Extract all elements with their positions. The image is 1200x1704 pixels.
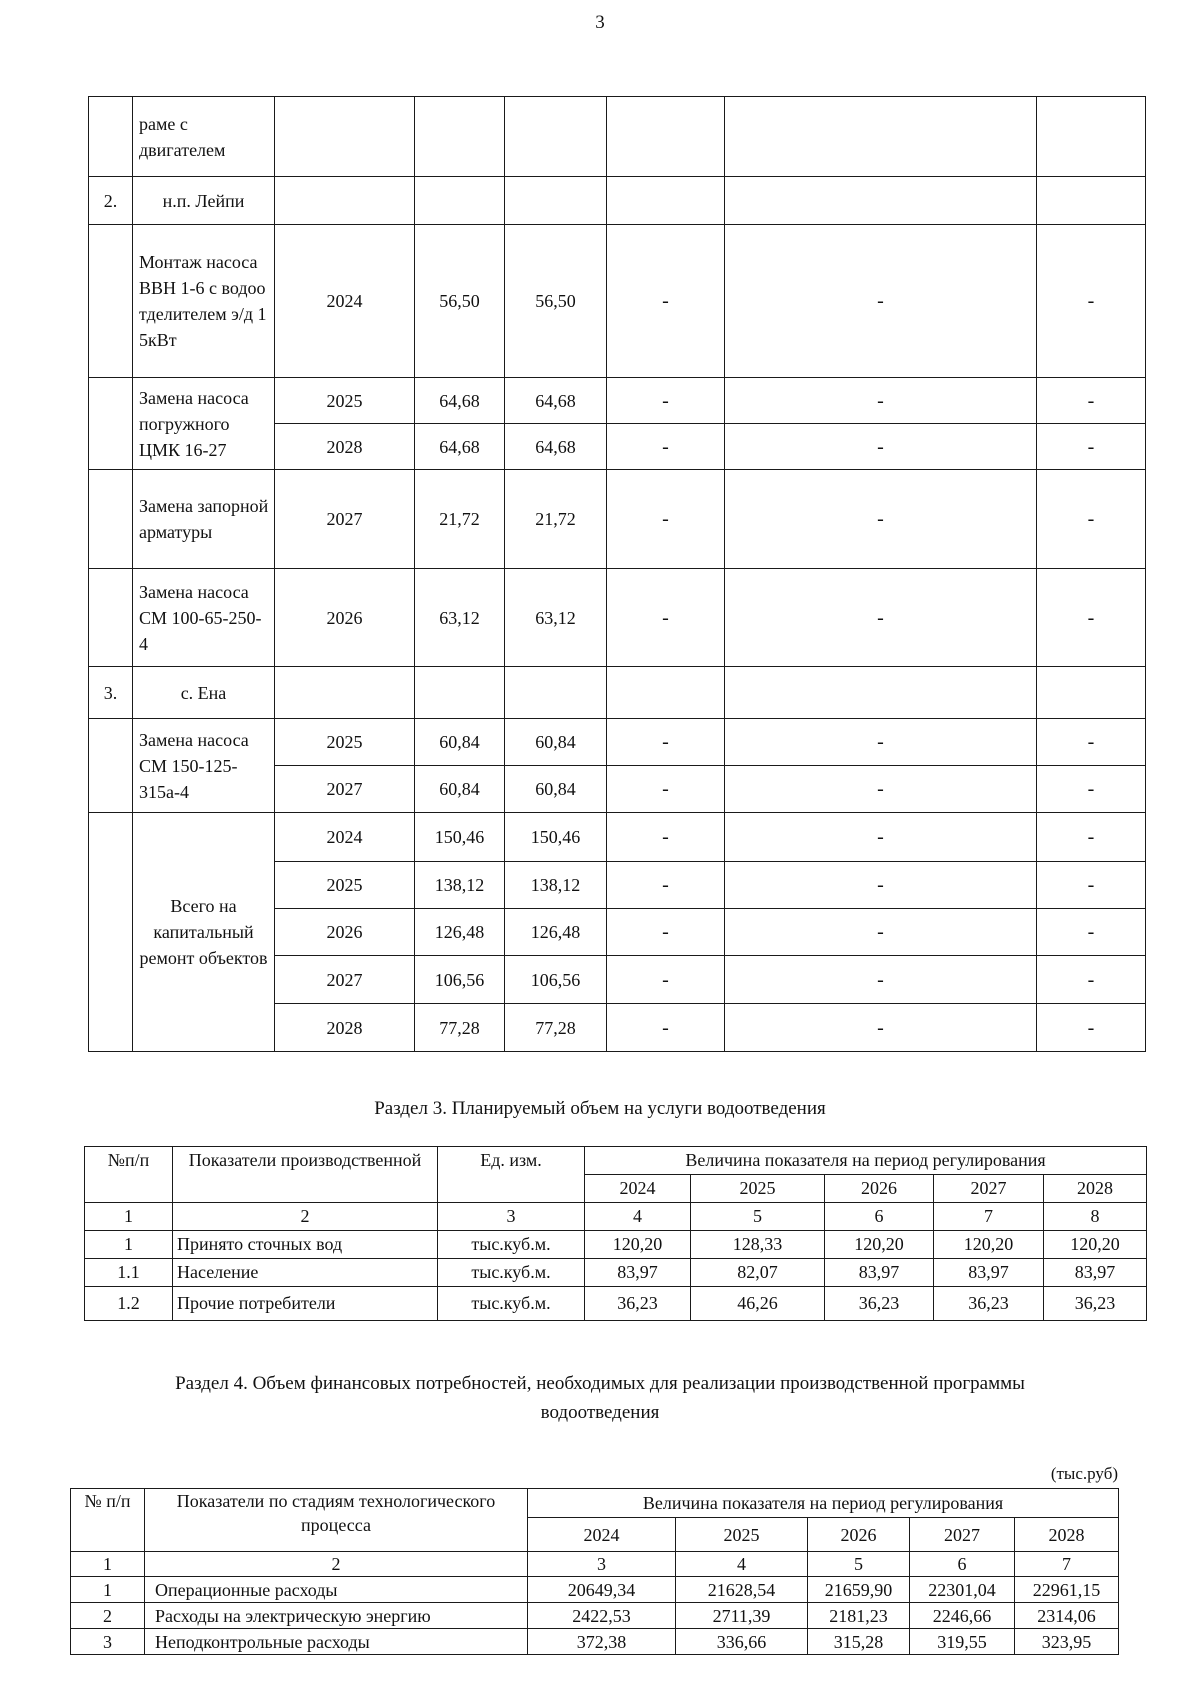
column-number: 3 <box>528 1552 676 1577</box>
group-row <box>89 667 1146 719</box>
value-cell: 36,23 <box>1044 1287 1147 1321</box>
dash-cell: - <box>607 424 725 470</box>
value-cell <box>505 97 607 177</box>
table-row <box>85 1259 1147 1287</box>
dash-cell: - <box>607 1004 725 1052</box>
value-cell <box>505 177 607 225</box>
section3-table <box>84 1146 1147 1321</box>
column-number: 2 <box>173 1203 438 1231</box>
column-number: 2 <box>145 1552 528 1577</box>
section4-title: Раздел 4. Объем финансовых потребностей, необходимых для реализации производственной программы <box>175 1373 1025 1394</box>
work-name: Замена насоса СМ 150-125-315а-4 <box>133 719 275 813</box>
dash-cell: - <box>607 719 725 766</box>
value-cell: 21,72 <box>505 470 607 569</box>
value-cell <box>505 667 607 719</box>
year-cell: 2025 <box>275 862 415 909</box>
dash-cell: - <box>725 424 1037 470</box>
header-year: 2028 <box>1044 1175 1147 1203</box>
value-cell: 46,26 <box>691 1287 825 1321</box>
row-number <box>89 719 133 813</box>
value-cell: 60,84 <box>415 766 505 813</box>
table-row <box>89 569 1146 667</box>
column-number: 4 <box>585 1203 691 1231</box>
header-period: Величина показателя на период регулирования <box>528 1489 1119 1518</box>
value-cell <box>415 97 505 177</box>
work-name: Замена насоса СМ 100-65-250-4 <box>133 569 275 667</box>
header-year: 2026 <box>825 1175 934 1203</box>
value-cell: 2181,23 <box>808 1603 910 1629</box>
value-cell: 372,38 <box>528 1629 676 1655</box>
value-cell: 22961,15 <box>1015 1577 1119 1603</box>
work-name: Монтаж насоса ВВН 1-6 с водоотделителем э/д 15кВт <box>133 225 275 378</box>
value-cell: 60,84 <box>415 719 505 766</box>
year-cell: 2028 <box>275 424 415 470</box>
value-cell: 120,20 <box>585 1231 691 1259</box>
dash-cell: - <box>1037 766 1146 813</box>
column-number-row <box>71 1552 1119 1577</box>
dash-cell: - <box>725 862 1037 909</box>
header-year: 2026 <box>808 1518 910 1552</box>
value-cell: 83,97 <box>585 1259 691 1287</box>
dash-cell <box>1037 97 1146 177</box>
row-number <box>89 97 133 177</box>
value-cell: 120,20 <box>934 1231 1044 1259</box>
dash-cell: - <box>1037 470 1146 569</box>
column-number: 6 <box>910 1552 1015 1577</box>
dash-cell: - <box>1037 424 1146 470</box>
indicator-name: Операционные расходы <box>145 1577 528 1603</box>
value-cell: 63,12 <box>415 569 505 667</box>
value-cell: 2711,39 <box>676 1603 808 1629</box>
unit-cell: тыс.куб.м. <box>438 1231 585 1259</box>
work-name: Замена запорной арматуры <box>133 470 275 569</box>
dash-cell <box>607 97 725 177</box>
value-cell: 36,23 <box>585 1287 691 1321</box>
dash-cell: - <box>725 225 1037 378</box>
year-cell: 2024 <box>275 225 415 378</box>
total-label: Всего на капитальный ремонт объектов <box>133 813 275 1052</box>
value-cell: 21628,54 <box>676 1577 808 1603</box>
column-number: 3 <box>438 1203 585 1231</box>
row-number: 2 <box>71 1603 145 1629</box>
year-cell <box>275 667 415 719</box>
value-cell: 128,33 <box>691 1231 825 1259</box>
group-name: н.п. Лейпи <box>133 177 275 225</box>
header-year: 2025 <box>691 1175 825 1203</box>
column-number-row <box>85 1203 1147 1231</box>
value-cell: 126,48 <box>505 909 607 956</box>
value-cell: 2246,66 <box>910 1603 1015 1629</box>
value-cell: 64,68 <box>415 378 505 424</box>
section3-title: Раздел 3. Планируемый объем на услуги водоотведения <box>374 1098 826 1119</box>
dash-cell: - <box>725 813 1037 862</box>
dash-cell: - <box>1037 569 1146 667</box>
value-cell: 138,12 <box>505 862 607 909</box>
dash-cell: - <box>1037 1004 1146 1052</box>
value-cell <box>415 177 505 225</box>
value-cell: 315,28 <box>808 1629 910 1655</box>
dash-cell: - <box>607 862 725 909</box>
column-number: 6 <box>825 1203 934 1231</box>
row-number: 2. <box>89 177 133 225</box>
value-cell: 83,97 <box>1044 1259 1147 1287</box>
header-no: № п/п <box>71 1489 145 1552</box>
dash-cell: - <box>607 766 725 813</box>
section4-title-line2: водоотведения <box>540 1402 660 1423</box>
value-cell: 138,12 <box>415 862 505 909</box>
dash-cell: - <box>607 378 725 424</box>
row-number: 1.2 <box>85 1287 173 1321</box>
year-cell: 2025 <box>275 378 415 424</box>
dash-cell: - <box>725 1004 1037 1052</box>
row-number: 1 <box>71 1577 145 1603</box>
value-cell: 36,23 <box>825 1287 934 1321</box>
dash-cell: - <box>607 470 725 569</box>
value-cell: 323,95 <box>1015 1629 1119 1655</box>
dash-cell <box>725 97 1037 177</box>
unit-cell: тыс.куб.м. <box>438 1259 585 1287</box>
year-cell: 2028 <box>275 1004 415 1052</box>
unit-note: (тыс.руб) <box>1050 1464 1118 1483</box>
value-cell: 77,28 <box>415 1004 505 1052</box>
indicator-name: Прочие потребители <box>173 1287 438 1321</box>
value-cell: 120,20 <box>1044 1231 1147 1259</box>
value-cell: 56,50 <box>415 225 505 378</box>
dash-cell <box>725 667 1037 719</box>
column-number: 4 <box>676 1552 808 1577</box>
year-cell <box>275 177 415 225</box>
dash-cell <box>1037 177 1146 225</box>
value-cell: 83,97 <box>825 1259 934 1287</box>
value-cell: 60,84 <box>505 719 607 766</box>
dash-cell: - <box>725 766 1037 813</box>
value-cell: 150,46 <box>505 813 607 862</box>
value-cell: 126,48 <box>415 909 505 956</box>
table-row <box>89 470 1146 569</box>
year-cell: 2027 <box>275 470 415 569</box>
header-indicator: Показатели по стадиям технологического процесса <box>145 1489 528 1552</box>
header-year: 2025 <box>676 1518 808 1552</box>
year-cell <box>275 97 415 177</box>
dash-cell: - <box>607 909 725 956</box>
dash-cell: - <box>725 719 1037 766</box>
header-row <box>85 1147 1147 1175</box>
header-year: 2028 <box>1015 1518 1119 1552</box>
year-cell: 2024 <box>275 813 415 862</box>
value-cell: 82,07 <box>691 1259 825 1287</box>
total-row <box>89 813 1146 862</box>
dash-cell <box>607 667 725 719</box>
dash-cell: - <box>1037 862 1146 909</box>
dash-cell: - <box>725 470 1037 569</box>
table-row <box>89 719 1146 766</box>
dash-cell: - <box>1037 225 1146 378</box>
dash-cell: - <box>607 569 725 667</box>
header-year: 2024 <box>528 1518 676 1552</box>
value-cell: 64,68 <box>415 424 505 470</box>
year-cell: 2027 <box>275 766 415 813</box>
dash-cell: - <box>607 225 725 378</box>
indicator-name: Расходы на электрическую энергию <box>145 1603 528 1629</box>
unit-cell: тыс.куб.м. <box>438 1287 585 1321</box>
column-number: 1 <box>71 1552 145 1577</box>
dash-cell: - <box>607 813 725 862</box>
dash-cell <box>1037 667 1146 719</box>
dash-cell: - <box>1037 378 1146 424</box>
indicator-name: Неподконтрольные расходы <box>145 1629 528 1655</box>
header-unit: Ед. изм. <box>438 1147 585 1203</box>
table-row <box>85 1231 1147 1259</box>
column-number: 5 <box>691 1203 825 1231</box>
value-cell: 20649,34 <box>528 1577 676 1603</box>
row-number: 1.1 <box>85 1259 173 1287</box>
work-name: Замена насоса погружного ЦМК 16-27 <box>133 378 275 470</box>
year-cell: 2027 <box>275 956 415 1004</box>
value-cell: 63,12 <box>505 569 607 667</box>
table-row <box>71 1577 1119 1603</box>
value-cell: 106,56 <box>415 956 505 1004</box>
row-number <box>89 569 133 667</box>
indicator-name: Население <box>173 1259 438 1287</box>
row-number: 3. <box>89 667 133 719</box>
dash-cell: - <box>725 956 1037 1004</box>
row-number <box>89 470 133 569</box>
row-number: 3 <box>71 1629 145 1655</box>
value-cell <box>415 667 505 719</box>
column-number: 5 <box>808 1552 910 1577</box>
table-row <box>71 1629 1119 1655</box>
dash-cell: - <box>725 378 1037 424</box>
column-number: 8 <box>1044 1203 1147 1231</box>
header-indicator: Показатели производственной <box>173 1147 438 1203</box>
value-cell: 2422,53 <box>528 1603 676 1629</box>
column-number: 7 <box>934 1203 1044 1231</box>
row-number: 1 <box>85 1231 173 1259</box>
group-row <box>89 177 1146 225</box>
column-number: 7 <box>1015 1552 1119 1577</box>
header-no: №п/п <box>85 1147 173 1203</box>
table-row <box>71 1603 1119 1629</box>
value-cell: 64,68 <box>505 424 607 470</box>
value-cell: 21,72 <box>415 470 505 569</box>
value-cell: 64,68 <box>505 378 607 424</box>
work-name: раме с двигателем <box>133 97 275 177</box>
header-year: 2027 <box>910 1518 1015 1552</box>
dash-cell <box>607 177 725 225</box>
row-number <box>89 378 133 470</box>
section4-table <box>70 1488 1119 1655</box>
column-number: 1 <box>85 1203 173 1231</box>
value-cell: 77,28 <box>505 1004 607 1052</box>
header-year: 2027 <box>934 1175 1044 1203</box>
year-cell: 2026 <box>275 909 415 956</box>
value-cell: 150,46 <box>415 813 505 862</box>
table-row <box>89 378 1146 424</box>
dash-cell <box>725 177 1037 225</box>
dash-cell: - <box>725 569 1037 667</box>
group-name: с. Ена <box>133 667 275 719</box>
value-cell: 36,23 <box>934 1287 1044 1321</box>
value-cell: 336,66 <box>676 1629 808 1655</box>
table-row <box>85 1287 1147 1321</box>
header-year: 2024 <box>585 1175 691 1203</box>
year-cell: 2026 <box>275 569 415 667</box>
repair-schedule-table <box>88 96 1146 1052</box>
dash-cell: - <box>1037 909 1146 956</box>
value-cell: 60,84 <box>505 766 607 813</box>
row-number <box>89 225 133 378</box>
dash-cell: - <box>1037 813 1146 862</box>
value-cell: 22301,04 <box>910 1577 1015 1603</box>
value-cell: 120,20 <box>825 1231 934 1259</box>
dash-cell: - <box>725 909 1037 956</box>
table-row <box>89 97 1146 177</box>
page-number: 3 <box>595 12 605 33</box>
header-period: Величина показателя на период регулирования <box>585 1147 1147 1175</box>
value-cell: 319,55 <box>910 1629 1015 1655</box>
year-cell: 2025 <box>275 719 415 766</box>
header-row <box>71 1489 1119 1518</box>
dash-cell: - <box>607 956 725 1004</box>
dash-cell: - <box>1037 956 1146 1004</box>
value-cell: 83,97 <box>934 1259 1044 1287</box>
dash-cell: - <box>1037 719 1146 766</box>
value-cell: 21659,90 <box>808 1577 910 1603</box>
indicator-name: Принято сточных вод <box>173 1231 438 1259</box>
table-row <box>89 225 1146 378</box>
value-cell: 2314,06 <box>1015 1603 1119 1629</box>
value-cell: 106,56 <box>505 956 607 1004</box>
row-number <box>89 813 133 1052</box>
value-cell: 56,50 <box>505 225 607 378</box>
